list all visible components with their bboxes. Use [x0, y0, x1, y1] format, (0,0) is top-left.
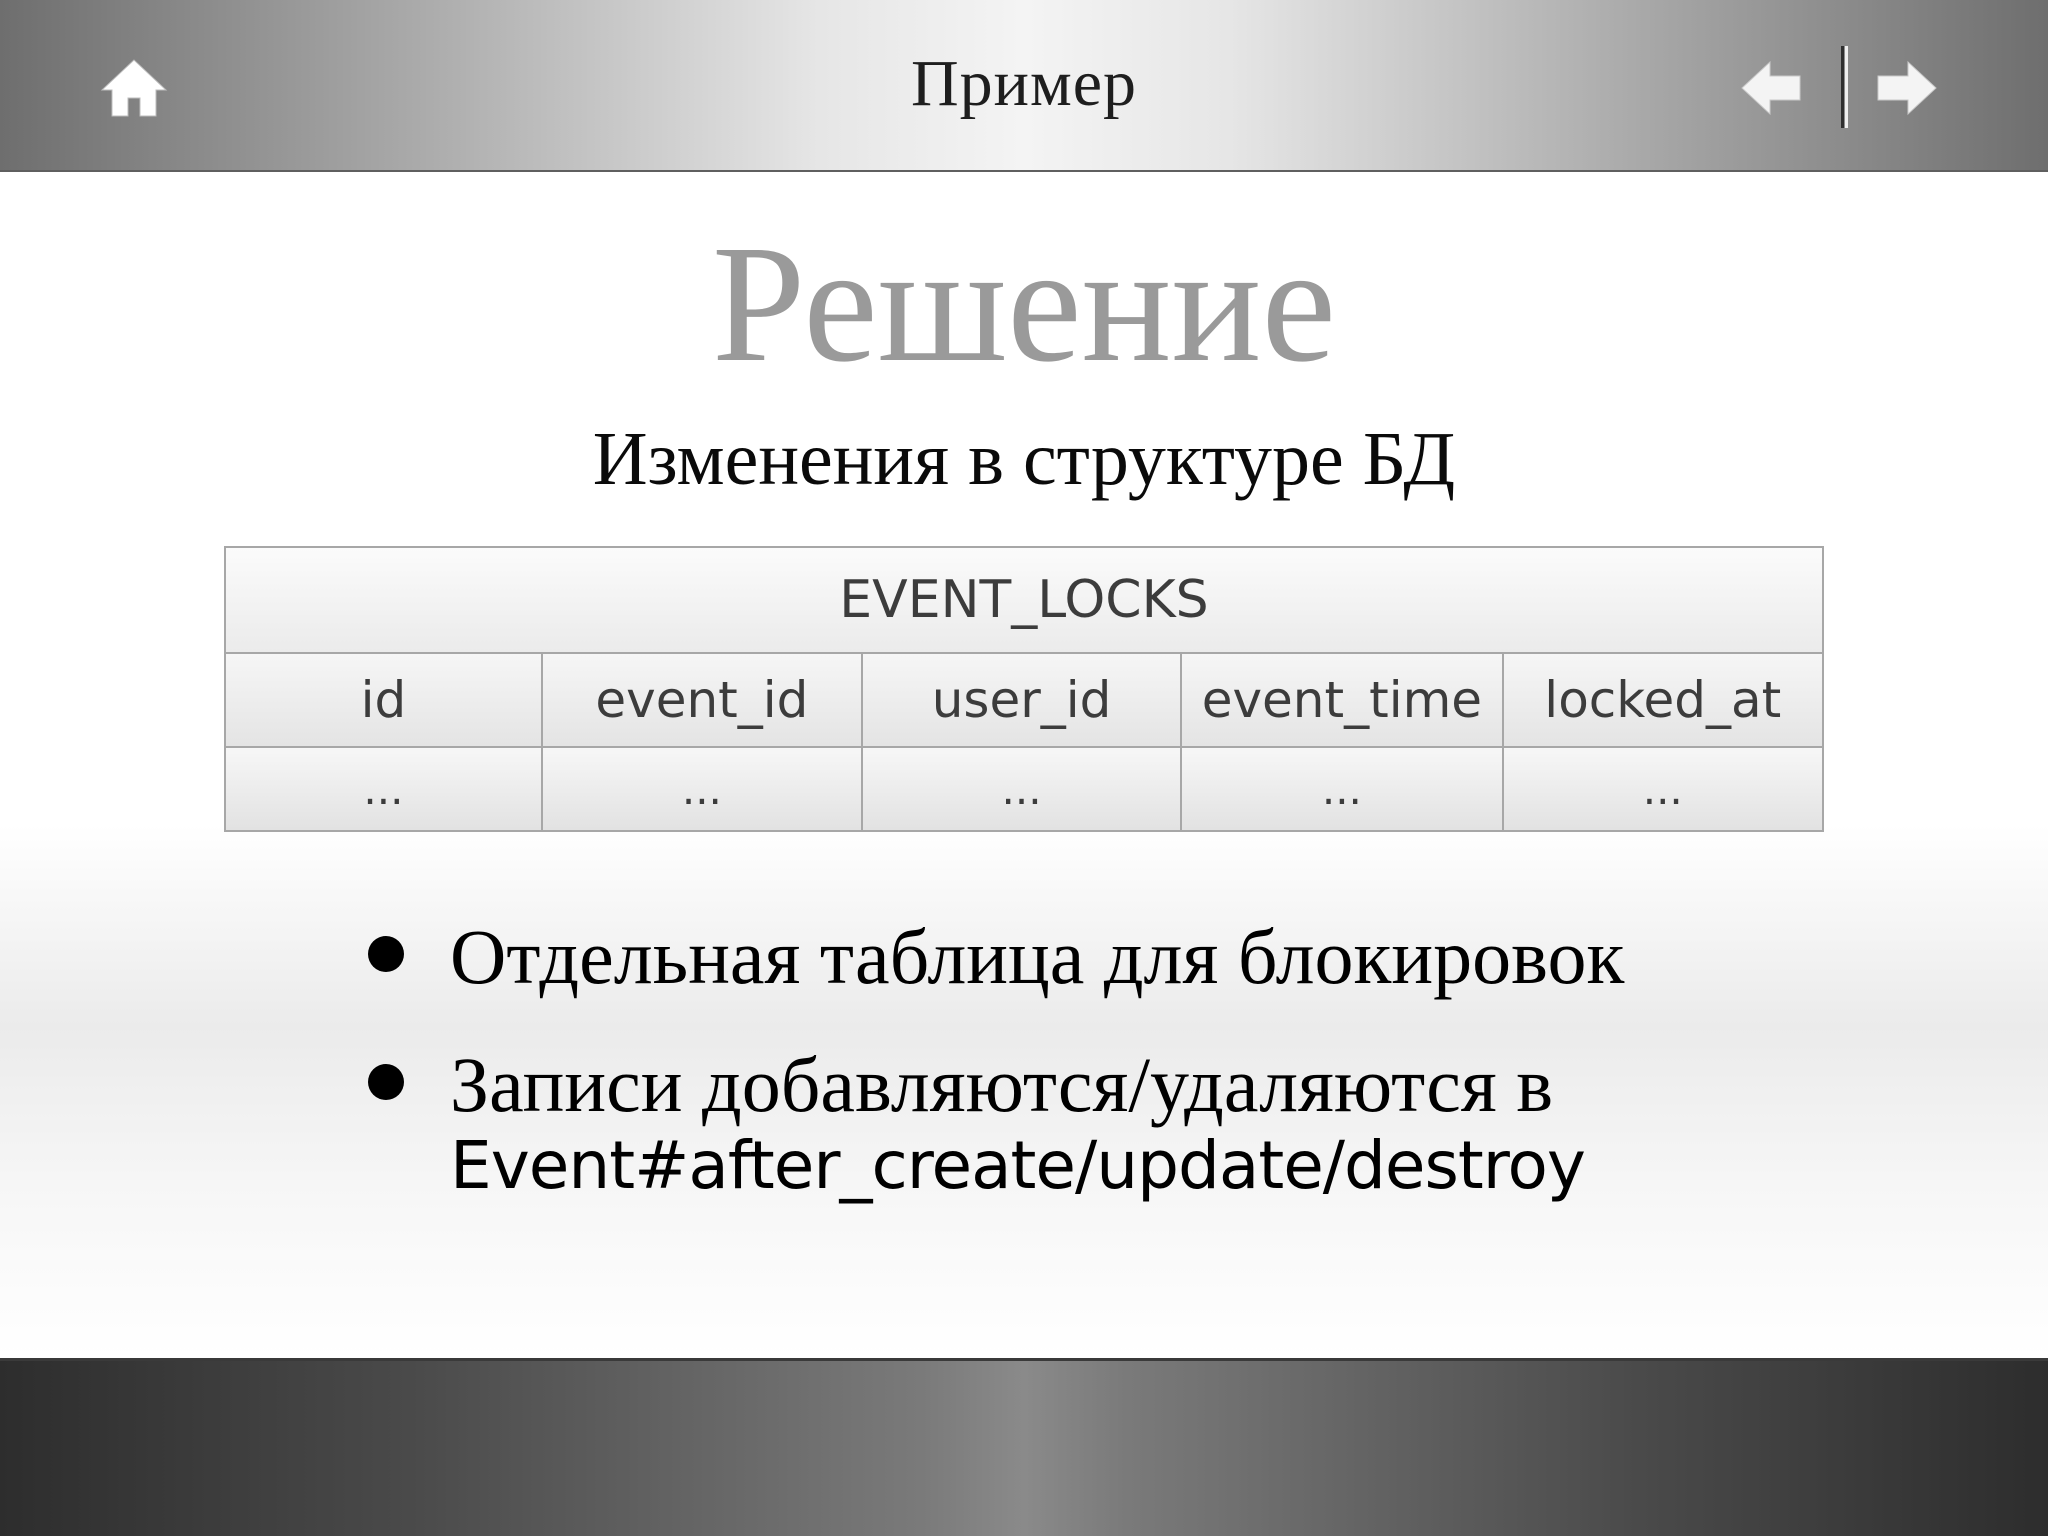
table-row: [225, 747, 1823, 831]
column-header: event_id: [542, 653, 862, 747]
footer-bar: [0, 1358, 2048, 1536]
bullet-item: [360, 1040, 1920, 1205]
nav-divider: [1841, 46, 1844, 128]
bullet-text: Отдельная таблица для блокировок: [450, 913, 1625, 1000]
table-cell: ...: [225, 747, 542, 831]
bullet-list: [360, 913, 1920, 1251]
previous-slide-button[interactable]: [1740, 60, 1802, 116]
bullet-item: [360, 913, 1920, 1000]
bullet-code: Event#after_create/update/destroy: [450, 1126, 1585, 1204]
table-header-row: [225, 653, 1823, 747]
column-header: user_id: [862, 653, 1181, 747]
table-cell: ...: [1181, 747, 1502, 831]
slide-title: Решение: [711, 211, 1337, 397]
slide-content: [0, 172, 2048, 1358]
column-header: id: [225, 653, 542, 747]
bullet-dot-icon: [368, 936, 404, 972]
slide-subtitle: Изменения в структуре БД: [592, 417, 1456, 501]
header-bar: [0, 0, 2048, 173]
bullet-dot-icon: [368, 1064, 404, 1100]
next-slide-button[interactable]: [1876, 60, 1938, 116]
event-locks-table: [224, 546, 1824, 832]
column-header: locked_at: [1503, 653, 1824, 747]
header-title: Пример: [910, 47, 1138, 120]
table-cell: ...: [1503, 747, 1824, 831]
arrow-left-icon: [1740, 60, 1802, 116]
table-cell: ...: [542, 747, 862, 831]
bullet-text: Записи добавляются/удаляются в: [450, 1040, 1554, 1128]
column-header: event_time: [1181, 653, 1502, 747]
table-cell: ...: [862, 747, 1181, 831]
table-name-header: EVENT_LOCKS: [225, 547, 1823, 653]
arrow-right-icon: [1876, 60, 1938, 116]
